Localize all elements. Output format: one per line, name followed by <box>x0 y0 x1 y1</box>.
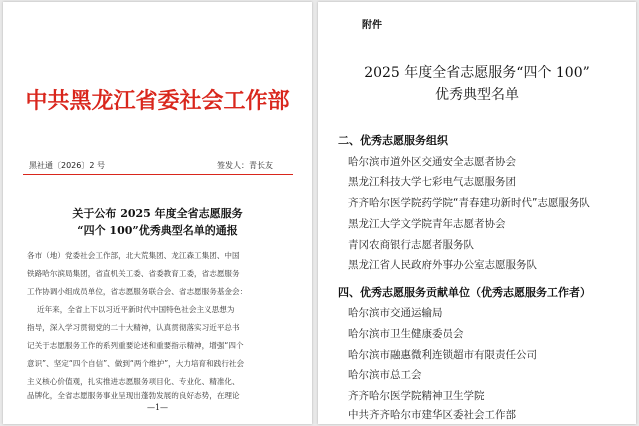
list-title-line1: 2025 年度全省志愿服务“四个 100” <box>364 65 590 81</box>
document-number: 黑社通〔2026〕2 号 <box>29 161 105 170</box>
body-line: 各市（地）党委社会工作部，北大荒集团、龙江森工集团、中国 <box>27 251 240 260</box>
red-header-title: 中共黑龙江省委社会工作部 <box>25 88 290 114</box>
body-line: 工作协调小组成员单位，省志愿服务联合会、省志愿服务基金会： <box>27 287 248 296</box>
attachment-label: 附件 <box>362 20 382 31</box>
section-heading-organizations: 二、优秀志愿服务组织 <box>338 134 448 147</box>
body-line: 铁路哈尔滨局集团，省直机关工委、省委教育工委，省志愿服务 <box>27 269 240 278</box>
right-page <box>318 2 636 424</box>
list-item: 青冈农商银行志愿者服务队 <box>348 239 474 251</box>
list-title-line2: 优秀典型名单 <box>435 87 519 103</box>
section-heading-contributors: 四、优秀志愿服务贡献单位（优秀志愿服务工作者） <box>338 286 591 299</box>
list-item: 哈尔滨市卫生健康委员会 <box>348 328 464 340</box>
notice-title-line1: 关于公布 2025 年度全省志愿服务 <box>72 207 243 220</box>
body-line: 意识”、坚定“四个自信”、做到“两个维护”，大力培育和践行社会 <box>27 359 245 368</box>
issuer: 签发人：青长友 <box>217 161 273 170</box>
body-line: 记关于志愿服务工作的系列重要论述和重要指示精神，增强“四个 <box>27 341 244 350</box>
list-item: 哈尔滨市交通运输局 <box>348 307 443 319</box>
list-item: 黑龙江省人民政府外事办公室志愿服务队 <box>348 259 537 271</box>
list-item: 齐齐哈尔医学院精神卫生学院 <box>348 390 485 402</box>
body-line: 近年来，全省上下以习近平新时代中国特色社会主义思想为 <box>37 305 235 314</box>
notice-title-line2: “四个 100”优秀典型名单的通报 <box>77 224 238 237</box>
list-item: 哈尔滨市总工会 <box>348 369 422 381</box>
body-line: 指导，深入学习贯彻党的二十大精神，认真贯彻落实习近平总书 <box>27 323 240 332</box>
red-divider <box>23 174 293 175</box>
left-page <box>3 2 312 424</box>
body-line: 品牌化，全省志愿服务事业呈现出蓬勃发展的良好态势，在理论 <box>27 391 240 400</box>
page-number: —1— <box>146 403 169 412</box>
list-item: 齐齐哈尔医学院药学院“青春建功新时代”志愿服务队 <box>348 197 590 209</box>
list-item: 哈尔滨市融惠微利连锁超市有限责任公司 <box>348 349 537 361</box>
body-line: 主义核心价值观，扎实推进志愿服务项目化、专业化、精准化、 <box>27 377 240 386</box>
list-item: 哈尔滨市道外区交通安全志愿者协会 <box>348 156 516 168</box>
list-item: 黑龙江大学文学院青年志愿者协会 <box>348 218 506 230</box>
list-item: 黑龙江科技大学七彩电气志愿服务团 <box>348 176 516 188</box>
list-item: 中共齐齐哈尔市建华区委社会工作部 <box>348 409 516 421</box>
